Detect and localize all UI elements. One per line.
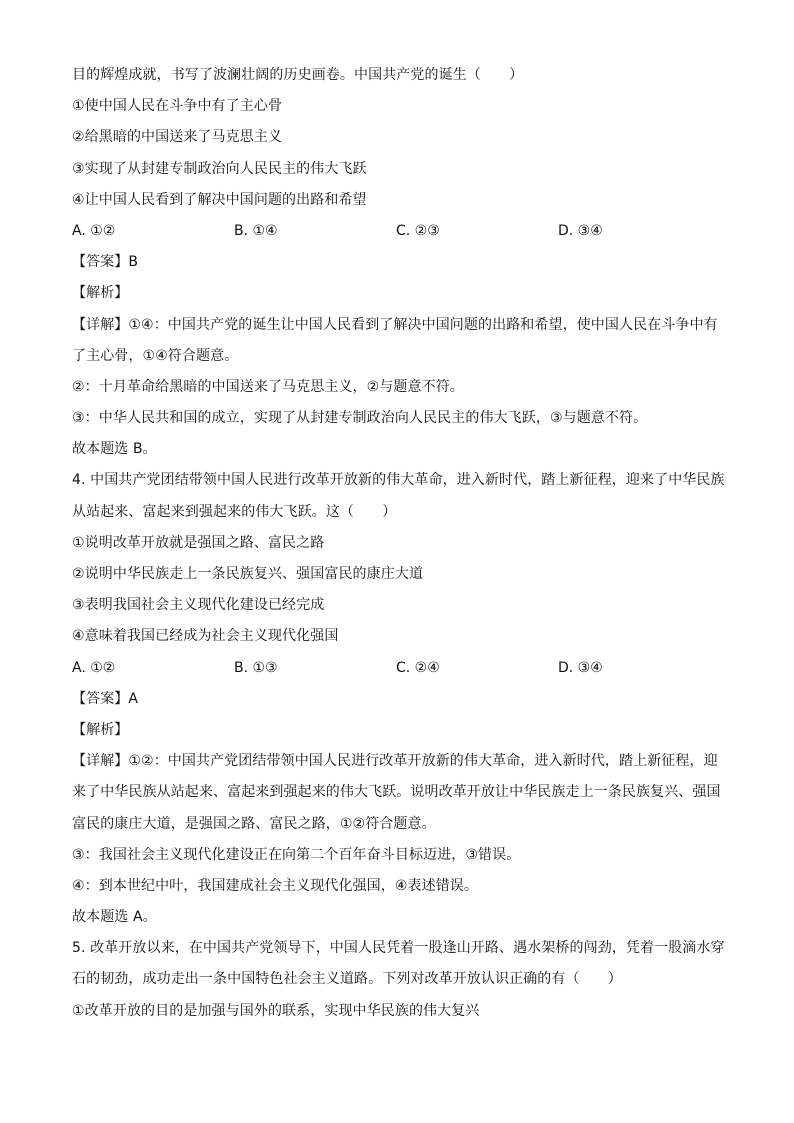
q3-item-4: ④让中国人民看到了解决中国问题的出路和希望 xyxy=(72,191,367,208)
document-page xyxy=(72,60,724,1027)
q4-options xyxy=(72,653,724,684)
q4-item-4: ④意味着我国已经成为社会主义现代化强国 xyxy=(72,628,339,645)
q3-detail-line-3: ②：十月革命给黑暗的中国送来了马克思主义，②与题意不符。 xyxy=(72,378,464,395)
q4-detail-line-3: 富民的康庄大道，是强国之路、富民之路，①②符合题意。 xyxy=(72,815,436,832)
q4-item-3: ③表明我国社会主义现代化建设已经完成 xyxy=(72,597,325,614)
q4-stem-line-2: 从站起来、富起来到强起来的伟大飞跃。这（ ） xyxy=(72,503,397,520)
q4-option-a: A. ①② xyxy=(72,659,116,676)
q4-detail-line-5: ④：到本世纪中叶，我国建成社会主义现代化强国，④表述错误。 xyxy=(72,877,478,894)
q3-options xyxy=(72,216,724,247)
q5-item-1: ①改革开放的目的是加强与国外的联系，实现中华民族的伟大复兴 xyxy=(72,1002,480,1019)
q4-item-2: ②说明中华民族走上一条民族复兴、强国富民的康庄大道 xyxy=(72,566,424,582)
q4-detail-line-1: 【详解】①②：中国共产党团结带领中国人民进行改革开放新的伟大革命，进入新时代，踏上新征程，迎 xyxy=(72,753,718,770)
q4-item-1: ①说明改革开放就是强国之路、富民之路 xyxy=(72,534,325,551)
q3-detail-line-4: ③：中华人民共和国的成立，实现了从封建专制政治向人民民主的伟大飞跃，③与题意不符。 xyxy=(72,410,648,427)
q3-option-c: C. ②③ xyxy=(396,222,440,239)
q3-stem-tail: 目的辉煌成就，书写了波澜壮阔的历史画卷。中国共产党的诞生（ ） xyxy=(72,67,524,83)
q3-option-b: B. ①④ xyxy=(234,222,278,239)
q3-conclusion: 故本题选 B。 xyxy=(72,441,157,458)
q5-stem-line-2: 石的韧劲，成功走出一条中国特色社会主义道路。下列对改革开放认识正确的有（ ） xyxy=(72,971,622,988)
q4-detail-line-2: 来了中华民族从站起来、富起来到强起来的伟大飞跃。说明改革开放让中华民族走上一条民族复兴、强国 xyxy=(72,784,721,801)
q3-analysis-label: 【解析】 xyxy=(72,285,129,302)
q3-detail-line-1: 【详解】①④：中国共产党的诞生让中国人民看到了解决中国问题的出路和希望，使中国人民在斗争中有 xyxy=(72,316,718,333)
q4-conclusion: 故本题选 A。 xyxy=(72,909,157,926)
q3-option-d: D. ③④ xyxy=(558,222,603,239)
q4-stem-line-1: 4. 中国共产党团结带领中国人民进行改革开放新的伟大革命，进入新时代，踏上新征程，迎来了中华民族 xyxy=(72,472,725,489)
q3-item-3: ③实现了从封建专制政治向人民民主的伟大飞跃 xyxy=(72,160,367,177)
q4-analysis-label: 【解析】 xyxy=(72,721,129,738)
q3-detail-line-2: 了主心骨，①④符合题意。 xyxy=(72,347,239,364)
q3-option-a: A. ①② xyxy=(72,222,116,239)
q4-option-d: D. ③④ xyxy=(558,659,603,676)
q3-item-1: ①使中国人民在斗争中有了主心骨 xyxy=(72,98,283,115)
q4-detail-line-4: ③：我国社会主义现代化建设正在向第二个百年奋斗目标迈进，③错误。 xyxy=(72,846,521,863)
q3-answer: 【答案】B xyxy=(72,254,139,271)
q4-option-c: C. ②④ xyxy=(396,659,440,676)
q4-option-b: B. ①③ xyxy=(234,659,278,676)
q4-answer: 【答案】A xyxy=(72,690,139,707)
q3-item-2: ②给黑暗的中国送来了马克思主义 xyxy=(72,129,283,146)
q5-stem-line-1: 5. 改革开放以来，在中国共产党领导下，中国人民凭着一股逢山开路、遇水架桥的闯劲，凭着一股滴水穿 xyxy=(72,940,725,957)
